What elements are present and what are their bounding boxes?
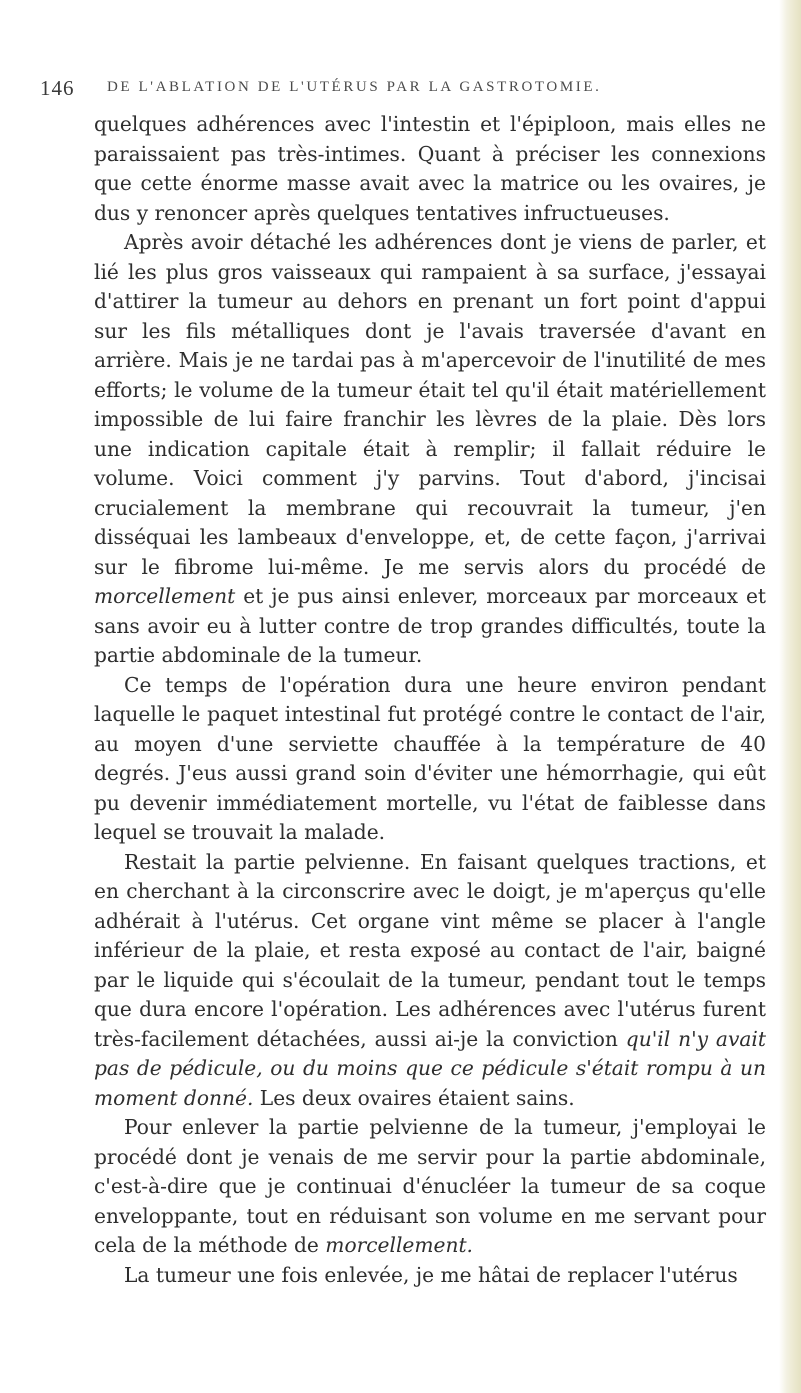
text-run: Après avoir détaché les adhérences dont je viens de parler, et lié les plus gros vaisseaux qui rampaient à sa surface, j'essayai d'attirer la tumeur au dehors en prenant un fort point d'appui sur les fils métalliques dont je l'avais traversée d'avant en arrière. Mais je ne tardai pas à m'apercevoir de l'inutilité de mes efforts; le volume de la tumeur était tel qu'il était matériellement impossible de lui faire franchir les lèvres de la plaie. Dès lors une indication capitale était à remplir; il fallait réduire le volume. Voici comment j'y parvins. Tout d'abord, j'incisai crucialement la membrane qui recouvrait la tumeur, j'en disséquai les lambeaux d'enveloppe, et, de cette façon, j'arrivai sur le fibrome lui-même. Je me servis alors du procédé de <box>94 230 766 579</box>
body-text <box>94 110 766 1290</box>
text-run: et je pus ainsi enlever, morceaux par morceaux et sans avoir eu à lutter contre de trop grandes difficultés, toute la partie abdominale de la tumeur. <box>94 584 766 667</box>
paragraph-4 <box>94 848 766 1114</box>
page-header <box>40 74 768 106</box>
paragraph-2 <box>94 228 766 671</box>
text-run: La tumeur une fois enlevée, je me hâtai de replacer l'utérus <box>124 1262 738 1287</box>
paragraph-1 <box>94 110 766 228</box>
paragraph-3 <box>94 671 766 848</box>
italic-phrase: qu'il n'y avait pas de pédicule, ou du moins que ce pédicule s'était rompu à un moment donné. <box>94 1026 766 1110</box>
text-run: Pour enlever la partie pelvienne de la tumeur, j'employai le procédé dont je venais de me servir pour la partie abdominale, c'est-à-dire que je continuai d'énucléer la tumeur de sa coque enveloppante, tout en réduisant son volume en me servant pour cela de la méthode de <box>94 1115 766 1257</box>
text-run: quelques adhérences avec l'intestin et l'épiploon, mais elles ne paraissaient pas très-intimes. Quant à préciser les connexions que cette énorme masse avait avec la matrice ou les ovaires, je dus y renoncer après quelques tentatives infructueuses. <box>94 112 766 225</box>
italic-term: morcellement. <box>325 1233 473 1257</box>
text-run: Les deux ovaires étaient sains. <box>253 1085 575 1110</box>
paragraph-5 <box>94 1113 766 1261</box>
paragraph-6 <box>94 1261 766 1291</box>
italic-term: morcellement <box>94 584 236 608</box>
running-head: DE L'ABLATION DE L'UTÉRUS PAR LA GASTROTOMIE. <box>107 79 602 95</box>
text-run: Restait la partie pelvienne. En faisant quelques tractions, et en cherchant à la circonscrire avec le doigt, je m'aperçus qu'elle adhérait à l'utérus. Cet organe vint même se placer à l'angle inférieur de la plaie, et resta exposé au contact de l'air, baigné par le liquide qui s'écoulait de la tumeur, pendant tout le temps que dura encore l'opération. Les adhérences avec l'utérus furent très-facilement détachées, aussi ai-je la conviction <box>94 849 766 1051</box>
page-number: 146 <box>40 76 75 100</box>
text-run: Ce temps de l'opération dura une heure environ pendant laquelle le paquet intestinal fut protégé contre le contact de l'air, au moyen d'une serviette chauffée à la température de 40 degrés. J'eus aussi grand soin d'éviter une hémorrhagie, qui eût pu devenir immédiatement mortelle, vu l'état de faiblesse dans lequel se trouvait la malade. <box>94 672 766 844</box>
page-spine-shadow <box>779 0 801 1393</box>
